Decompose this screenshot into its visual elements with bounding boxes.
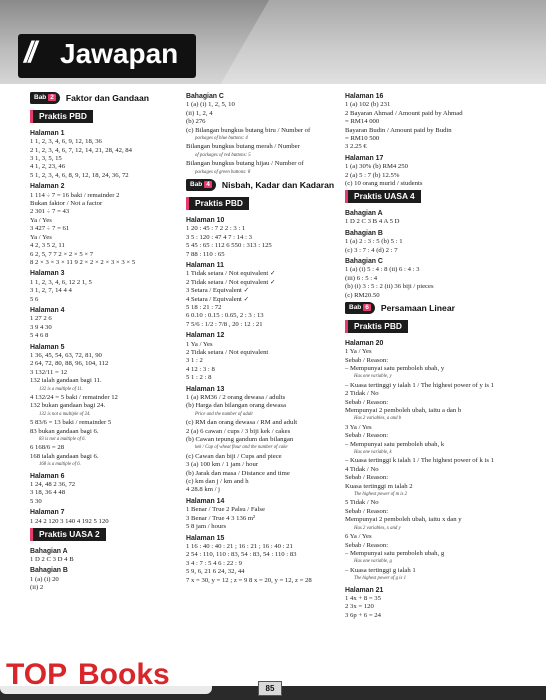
answer-line: – Kuasa tertinggi k ialah 1 / The highest power of k is 1 <box>345 457 495 465</box>
answer-line: (c) km dan j / km and h <box>186 478 249 486</box>
translation-note: Has one variable, g <box>354 559 392 565</box>
answer-line: 2 (a) 5 : 7 (b) 12.5% <box>345 171 400 179</box>
answer-line: 1 1, 2, 3, 4, 6, 9, 12, 18, 36 <box>30 138 102 146</box>
banner-sheen <box>206 0 546 84</box>
answer-line: Sebab / Reason: <box>345 507 389 515</box>
answer-line: 7 88 : 110 : 65 <box>186 250 225 258</box>
answer-line: Sebab / Reason: <box>345 398 389 406</box>
answer-line: 3 Ya / Yes <box>345 423 372 431</box>
answer-line: 5 4 6 8 <box>30 332 49 340</box>
answer-line: 1 20 : 45 : 7 2 2 : 3 : 1 <box>186 225 246 233</box>
answer-line: 1 24 2 120 3 140 4 192 5 120 <box>30 517 109 525</box>
page-heading: Halaman 4 <box>30 306 65 314</box>
answer-line: 132 bukan gandaan bagi 24. <box>30 402 106 410</box>
answer-line: (b) Jarak dan masa / Distance and time <box>186 469 290 477</box>
answer-line: Bilangan bungkus butang merah / Number <box>186 143 300 151</box>
answer-line: (c) RM dan orang dewasa / RM and adult <box>186 419 298 427</box>
answer-line: – Kuasa tertinggi y ialah 1 / The highest power of y is 1 <box>345 381 495 389</box>
answer-line: 5 1, 2, 3, 4, 6, 8, 9, 12, 18, 24, 36, 72 <box>30 171 129 179</box>
answer-line: 6 0.10 : 0.15 : 0.65, 2 : 3 : 13 <box>186 312 264 320</box>
page-heading: Halaman 5 <box>30 343 65 351</box>
answer-line: (c) RM20.50 <box>345 291 380 299</box>
answer-line: – Mempunyai satu pemboleh ubah, y <box>345 364 445 372</box>
answer-line: 6 Ya / Yes <box>345 533 372 541</box>
answer-line: (ii) 2 <box>30 584 44 592</box>
chapter-badge <box>30 92 60 104</box>
chapter-badge-label: Bab <box>34 94 47 101</box>
answer-line: (b) Cawan tepung gandum dan bilangan <box>186 436 294 444</box>
answer-column-right <box>345 90 495 620</box>
page-heading: Halaman 6 <box>30 472 65 480</box>
answer-line: 4 2, 3 5 2, 11 <box>30 242 65 250</box>
translation-note: Price and the number of adult <box>195 411 253 417</box>
chapter-heading <box>30 92 178 104</box>
section-banner-row <box>345 188 495 206</box>
answer-line: 3 1 : 2 <box>186 357 203 365</box>
answer-line: 1 16 : 40 : 40 : 21 ; 16 : 21 ; 16 : 40 : 21 <box>186 542 293 550</box>
section-banner-row <box>186 195 338 213</box>
page-heading: Halaman 3 <box>30 270 65 278</box>
answer-line: 2 (a) 6 cawan / cups / 3 biji kek / cakes <box>186 427 291 435</box>
answer-line: 5 9, 6, 21 6 24, 32, 44 <box>186 568 245 576</box>
translation-note: 132 is a multiple of 11. <box>39 386 83 392</box>
page-heading: Halaman 16 <box>345 93 384 100</box>
answer-line: 3 5 : 120 : 47 4 7 : 14 : 3 <box>186 233 252 241</box>
page-heading: Halaman 17 <box>345 154 384 162</box>
answer-line: 2 Tidak setara / Not equivalent ✓ <box>186 278 276 286</box>
translation-note: The highest power of m is 2 <box>354 492 408 498</box>
answer-line: 132 ialah gandaan bagi 11. <box>30 377 102 385</box>
answer-line: – Mempunyai satu pemboleh ubah, k <box>345 440 445 448</box>
answer-line: Mempunyai 2 pemboleh ubah, iaitu a dan b <box>345 407 462 414</box>
answer-line: 2 54 : 110, 110 : 83, 54 : 83, 54 : 110 : 83 <box>186 551 297 559</box>
chapter-heading <box>345 302 495 314</box>
answer-line: Bayaran Budin / Amount paid by Budin <box>345 126 452 134</box>
answer-line: 2 1, 2, 3, 4, 6, 7, 12, 14, 21, 28, 42, 84 <box>30 146 132 154</box>
answer-line: 1 (a) (i) 20 <box>30 575 59 583</box>
answer-line: Sebab / Reason: <box>345 356 389 364</box>
answer-line: 1 114 ÷ 7 = 16 baki / remainder 2 <box>30 191 120 199</box>
answer-line: (c) 10 orang murid / students <box>345 180 423 188</box>
answer-line: 83 bukan gandaan bagi 6. <box>30 427 99 435</box>
answer-line: 3 18, 36 4 48 <box>30 489 66 497</box>
page-heading: Halaman 12 <box>186 332 225 340</box>
chapter-badge <box>345 302 375 314</box>
page-heading: Halaman 1 <box>30 129 65 137</box>
translation-note: 132 is not a multiple of 24. <box>39 411 91 417</box>
answer-line: 168 ialah gandaan bagi 6. <box>30 452 99 460</box>
translation-note: Has 2 variables, a and b <box>354 416 402 422</box>
chapter-heading <box>186 179 338 191</box>
answer-line: 2 301 ÷ 7 = 43 <box>30 208 70 216</box>
answer-line: 4 1, 2, 23, 46 <box>30 163 66 171</box>
section-banner-row <box>345 318 495 336</box>
answer-line: (iii) 6 : 5 : 4 <box>345 274 378 282</box>
answer-line: (b) (i) 3 : 5 : 2 (ii) 36 biji / pieces <box>345 283 434 291</box>
answer-line: 1 Ya / Yes <box>345 348 372 356</box>
answer-line: 1 (a) 2 : 3 : 5 (b) 5 : 1 <box>345 238 403 246</box>
answer-line: Sebab / Reason: <box>345 541 389 549</box>
answer-line: 1 D 2 C 3 D 4 B <box>30 555 74 563</box>
answer-line: 1 27 2 6 <box>30 315 52 323</box>
answer-line: Sebab / Reason: <box>345 474 389 482</box>
answer-line: 3 132/11 = 12 <box>30 368 68 376</box>
answer-line: 1 (a) RM36 / 2 orang dewasa / adults <box>186 394 286 401</box>
answer-line: = RM10 500 <box>345 135 380 143</box>
answer-line: 8 2 × 3 × 3 × 11 9 2 × 2 × 2 × 3 × 3 × 5 <box>30 258 136 266</box>
page-heading: Bahagian B <box>345 229 383 237</box>
translation-note: The highest power of g is 1 <box>354 576 406 582</box>
page-heading: Halaman 21 <box>345 586 384 594</box>
section-banner: Praktis PBD <box>186 197 249 209</box>
page-heading: Halaman 2 <box>30 183 65 191</box>
chapter-badge-label: Bab <box>349 303 362 311</box>
page-heading: Halaman 11 <box>186 261 224 269</box>
chapter-badge-label: Bab <box>190 181 203 189</box>
answer-line: 2 Tidak setara / Not equivalent <box>186 348 269 356</box>
answer-line: 5 6 <box>30 295 39 303</box>
topbooks-watermark-logo <box>0 644 212 700</box>
answer-column-middle <box>186 90 338 585</box>
section-banner-row <box>30 108 178 126</box>
answer-line: Mempunyai 2 pemboleh ubah, iaitu x dan y <box>345 516 462 524</box>
answer-column-left <box>30 90 178 593</box>
answer-line: 3 (a) 100 km / 1 jam / hour <box>186 461 259 469</box>
chapter-number: 4 <box>206 181 210 189</box>
answer-line: 1 (a) 30% (b) RM4 250 <box>345 163 408 171</box>
answer-line: 2 64, 72, 80, 88, 96, 104, 112 <box>30 360 109 368</box>
chapter-title: Nisbah, Kadar dan Kadaran <box>221 180 335 191</box>
page-heading: Halaman 10 <box>186 216 225 224</box>
translation-note: Has 2 variables, x and y <box>354 525 401 531</box>
answer-line: 4 28.8 km / j <box>186 486 220 494</box>
chapter-number: 2 <box>50 94 54 101</box>
page-heading: Bahagian B <box>30 567 68 575</box>
answer-line: 1 Benar / True 2 Palsu / False <box>186 506 265 514</box>
answer-line: 1 (a) (i) 5 : 4 : 8 (ii) 6 : 4 : 3 <box>345 266 420 274</box>
page-heading: Bahagian A <box>30 547 68 555</box>
answer-line: 3 6p + 6 = 24 <box>345 611 381 619</box>
page-heading: Halaman 7 <box>30 509 65 517</box>
chapter-title: Persamaan Linear <box>380 302 455 313</box>
answer-line: 5 83/6 = 13 baki / remainder 5 <box>30 419 112 427</box>
answer-line: (c) 3 : 7 : 4 (d) 2 : 7 <box>345 246 398 254</box>
answer-line: Bukan faktor / Not a factor <box>30 200 103 208</box>
answer-line: Kuasa tertinggi m ialah 2 <box>345 482 413 490</box>
answer-line: 5 18 : 21 : 72 <box>186 303 222 311</box>
answer-line: 1 1, 2, 3, 4, 6, 12 2 1, 5 <box>30 278 92 286</box>
answer-line: 4 Setara / Equivalent ✓ <box>186 295 250 303</box>
answer-line: 5 45 : 65 : 112 6 550 : 313 : 125 <box>186 242 272 250</box>
answer-line: (c) Cawan dan biji / Cups and piece <box>186 452 282 460</box>
answer-line: 1 24, 48 2 36, 72 <box>30 481 76 489</box>
answer-line: 2 Bayaran Ahmad / Amount paid by Ahmad <box>345 109 463 117</box>
page-heading: Bahagian C <box>186 93 224 100</box>
title-slashes: // <box>24 36 33 69</box>
answer-line: 5 Tidak / No <box>345 499 379 507</box>
translation-note: packages of green buttons: 8 <box>195 169 251 175</box>
answer-line: 5 8 jam / hours <box>186 523 227 531</box>
page-heading: Halaman 20 <box>345 339 384 347</box>
answer-line: 1 4x + 8 = 35 <box>345 594 381 602</box>
section-banner: Praktis UASA 2 <box>30 528 106 540</box>
section-banner: Praktis UASA 4 <box>345 190 421 202</box>
answer-line: 5 30 <box>30 497 42 505</box>
answer-line: 3 1, 3, 5, 15 <box>30 155 62 163</box>
svg-text:TOP: TOP <box>6 658 68 691</box>
section-banner-row <box>30 526 178 544</box>
page-heading: Halaman 15 <box>186 534 225 542</box>
translation-note: 83 is not a multiple of 6. <box>39 437 86 443</box>
answer-line: 6 168/6 = 28 <box>30 444 65 452</box>
svg-text:Books: Books <box>78 658 170 691</box>
answer-line: (b) Harga dan bilangan orang dewasa <box>186 402 286 410</box>
answer-line: 4 132/24 = 5 baki / remainder 12 <box>30 394 118 401</box>
answer-line: (b) 276 <box>186 118 206 126</box>
chapter-title: Faktor dan Gandaan <box>65 93 149 103</box>
translation-note: of packages of red buttons: 5 <box>195 152 251 158</box>
page-title: Jawapan <box>60 38 179 69</box>
answer-line: Sebab / Reason: <box>345 432 389 440</box>
answer-line: 7 5/6 : 1/2 : 7/8 , 20 : 12 : 21 <box>186 320 263 328</box>
answer-line: (c) Bilangan bungkus butang biru / Number of <box>186 126 311 134</box>
translation-note: Has one variable, y <box>354 374 392 380</box>
answer-line: 2 Tidak / No <box>345 390 379 398</box>
page-heading: Bahagian C <box>345 257 383 265</box>
answer-line: 3 427 ÷ 7 = 61 <box>30 225 70 233</box>
translation-note: Has one variable, k <box>354 450 392 456</box>
answer-line: 6 2, 5, 7 7 2 × 2 × 5 × 7 <box>30 250 94 258</box>
answer-line: 1 Tidak setara / Not equivalent ✓ <box>186 270 276 278</box>
answer-line: = RM14 000 <box>345 118 380 126</box>
answer-line: 2 3x = 120 <box>345 603 374 611</box>
answer-line: 3 4 : 7 : 5 4 6 : 22 : 9 <box>186 559 242 567</box>
section-banner: Praktis PBD <box>345 320 408 332</box>
answer-line: – Kuasa tertinggi g ialah 1 <box>345 566 416 574</box>
page-heading: Halaman 13 <box>186 385 225 393</box>
chapter-badge <box>186 179 216 191</box>
answer-line: – Mempunyai satu pemboleh ubah, g <box>345 549 445 557</box>
answer-line: Bilangan bungkus butang hijau / Number of <box>186 160 304 168</box>
answer-line: 1 Ya / Yes <box>186 340 213 348</box>
answer-line: 4 12 : 3 : 8 <box>186 365 215 373</box>
answer-line: 1 36, 45, 54, 63, 72, 81, 90 <box>30 351 102 359</box>
translation-note: kek / Cup of wheat flour and the number of cake <box>195 445 288 451</box>
section-banner: Praktis PBD <box>30 110 93 122</box>
answer-line: 3 Setara / Equivalent ✓ <box>186 287 250 295</box>
translation-note: 168 is a multiple of 6. <box>39 462 81 468</box>
answer-line: 1 (a) 102 (b) 231 <box>345 101 391 109</box>
translation-note: packages of blue buttons: 4 <box>195 136 248 142</box>
answer-line: 4 Tidak / No <box>345 465 379 473</box>
answer-line: 3 9 4 30 <box>30 323 52 331</box>
answer-line: 3 1, 2, 7, 14 4 4 <box>30 287 72 295</box>
chapter-number: 6 <box>365 303 369 311</box>
answer-line: (ii) 1, 2, 4 <box>186 109 213 117</box>
page-heading: Bahagian A <box>345 209 383 217</box>
answer-line: 7 x = 30, y = 12 ; z = 9 8 x = 20, y = 12, z = 28 <box>186 576 312 584</box>
answer-line: Ya / Yes <box>30 233 52 241</box>
answer-line: 1 (a) (i) 1, 2, 5, 10 <box>186 101 235 109</box>
answer-line: 5 1 : 2 : 8 <box>186 374 212 382</box>
page-number: 85 <box>258 681 282 696</box>
answer-line: Ya / Yes <box>30 216 52 224</box>
page-heading: Halaman 14 <box>186 497 225 505</box>
answer-line: 3 Benar / True 4 3 136 m² <box>186 514 256 522</box>
answer-line: 3 2.25 € <box>345 143 367 151</box>
answer-line: 1 D 2 C 3 B 4 A 5 D <box>345 218 400 226</box>
